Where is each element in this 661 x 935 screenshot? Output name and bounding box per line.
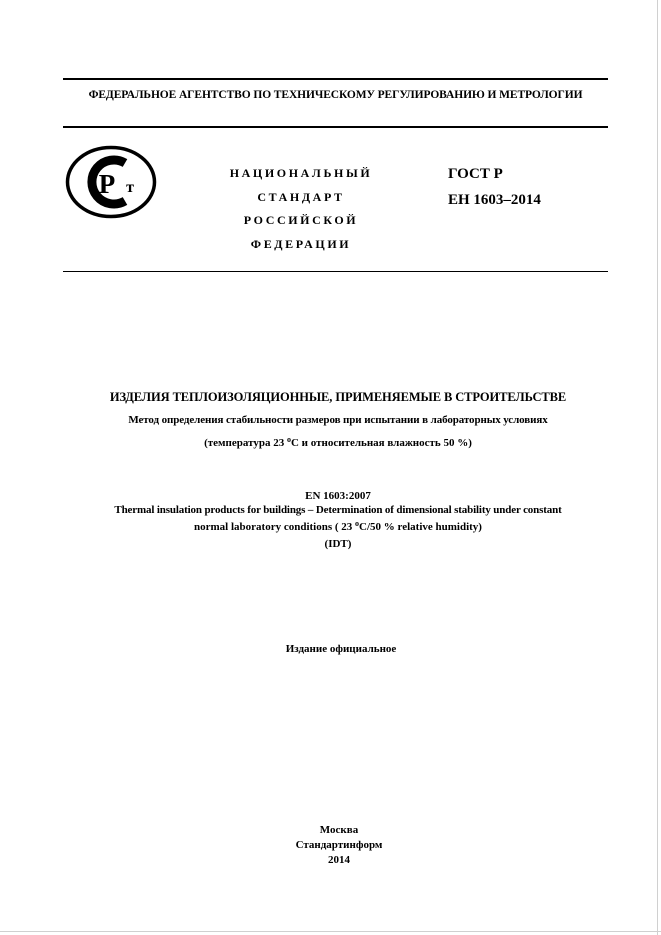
english-title-line-1: Thermal insulation products for buildings – Determination of dimensional stability under constant — [114, 504, 562, 516]
english-degree-mark: o — [355, 519, 360, 528]
test-conditions — [40, 437, 636, 449]
logo-letter-t: т — [126, 179, 134, 196]
standard-designation — [448, 161, 541, 213]
logo-letters-p: P — [98, 169, 116, 199]
idt-mark: (IDT) — [324, 538, 352, 550]
top-rule — [63, 78, 608, 80]
english-title-line-2 — [40, 521, 636, 533]
national-standard-block — [212, 162, 390, 256]
header-rule — [63, 126, 608, 128]
page-edge-right — [657, 0, 658, 935]
official-edition: Издание официальное — [285, 643, 397, 655]
degree-mark: о — [286, 435, 291, 444]
publisher: Стандартинформ — [295, 839, 383, 851]
block-rule — [63, 271, 608, 272]
english-line2-prefix: normal laboratory conditions ( 23 — [194, 521, 356, 533]
publication-year: 2014 — [328, 854, 350, 866]
nat-line-3: РОССИЙСКОЙ — [243, 213, 359, 227]
english-line2-suffix: C/50 % relative humidity) — [359, 521, 482, 533]
document-subtitle: Метод определения стабильности размеров при испытании в лабораторных условиях — [128, 414, 548, 426]
conditions-prefix: (температура 23 — [204, 437, 287, 449]
page-edge-bottom — [0, 931, 661, 932]
designation-line-2: ЕН 1603–2014 — [448, 192, 541, 208]
conditions-suffix: С и относительная влажность 50 %) — [290, 437, 472, 449]
en-code: EN 1603:2007 — [305, 490, 371, 502]
nat-line-4: ФЕДЕРАЦИИ — [250, 236, 352, 251]
agency-title: ФЕДЕРАЛЬНОЕ АГЕНТСТВО ПО ТЕХНИЧЕСКОМУ РЕГУЛИРОВАНИЮ И МЕТРОЛОГИИ — [88, 89, 583, 101]
rst-gost-mark-icon — [65, 145, 157, 219]
designation-line-1: ГОСТ Р — [448, 166, 503, 182]
nat-line-2: СТАНДАРТ — [257, 189, 345, 204]
publication-city: Москва — [319, 824, 359, 836]
nat-line-1: НАЦИОНАЛЬНЫЙ — [229, 166, 373, 180]
document-title: ИЗДЕЛИЯ ТЕПЛОИЗОЛЯЦИОННЫЕ, ПРИМЕНЯЕМЫЕ В СТРОИТЕЛЬСТВЕ — [109, 390, 567, 404]
